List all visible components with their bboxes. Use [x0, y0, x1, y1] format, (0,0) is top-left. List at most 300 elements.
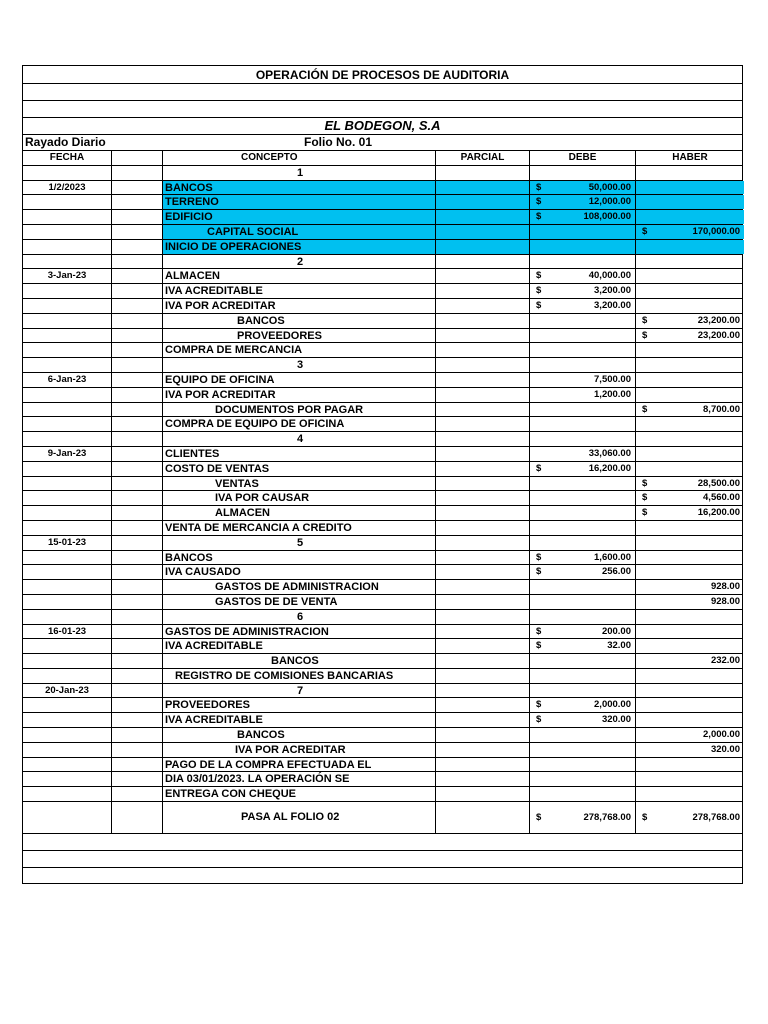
- cell-concepto: PROVEEDORES: [163, 698, 436, 712]
- total-debe: [530, 802, 636, 833]
- journal-row: [22, 343, 743, 358]
- cell-parcial: [436, 166, 530, 180]
- journal-row: [22, 536, 743, 551]
- cell-haber: [636, 477, 744, 491]
- journal-row: [22, 580, 743, 595]
- currency-symbol: $: [536, 196, 542, 208]
- cell-fecha: 15-01-23: [23, 536, 112, 550]
- cell-fecha: [23, 787, 112, 801]
- cell-debe: [530, 551, 636, 565]
- total-debe-value: 278,768.00: [583, 812, 631, 824]
- cell-fecha: [23, 580, 112, 594]
- currency-symbol: $: [536, 812, 542, 824]
- currency-symbol: $: [642, 477, 648, 489]
- cell-haber: [636, 625, 744, 639]
- journal-row: [22, 373, 743, 388]
- cell-haber: [636, 491, 744, 505]
- cell-fecha: [23, 329, 112, 343]
- cell-debe: [530, 728, 636, 742]
- cell-fecha: [23, 255, 112, 269]
- cell-haber: [636, 225, 744, 239]
- cell-debe: [530, 625, 636, 639]
- total-blank: [112, 802, 163, 833]
- currency-symbol: $: [642, 403, 648, 415]
- debe-amount: 7,500.00: [594, 373, 631, 385]
- currency-symbol: $: [536, 714, 542, 726]
- journal-row: [22, 417, 743, 432]
- cell-haber: [636, 240, 744, 254]
- cell-fecha: [23, 743, 112, 757]
- cell-blank: [112, 743, 163, 757]
- cell-debe: [530, 329, 636, 343]
- cell-concepto: IVA POR ACREDITAR: [163, 388, 436, 402]
- cell-concepto: COMPRA DE MERCANCIA: [163, 343, 436, 357]
- cell-fecha: [23, 698, 112, 712]
- cell-parcial: [436, 240, 530, 254]
- cell-blank: [112, 225, 163, 239]
- cell-concepto: CLIENTES: [163, 447, 436, 461]
- cell-parcial: [436, 195, 530, 209]
- cell-concepto: 3: [163, 358, 436, 372]
- journal-row: [22, 506, 743, 521]
- blank-row: [22, 84, 743, 101]
- cell-fecha: 20-Jan-23: [23, 684, 112, 698]
- cell-debe: [530, 787, 636, 801]
- cell-haber: [636, 580, 744, 594]
- cell-haber: [636, 299, 744, 313]
- cell-concepto: REGISTRO DE COMISIONES BANCARIAS: [163, 669, 436, 683]
- cell-fecha: [23, 314, 112, 328]
- cell-concepto: COMPRA DE EQUIPO DE OFICINA: [163, 417, 436, 431]
- cell-concepto: 5: [163, 536, 436, 550]
- cell-fecha: [23, 610, 112, 624]
- cell-blank: [112, 580, 163, 594]
- journal-row: [22, 625, 743, 640]
- cell-fecha: [23, 758, 112, 772]
- cell-parcial: [436, 772, 530, 786]
- currency-symbol: $: [536, 625, 542, 637]
- journal-row: [22, 210, 743, 225]
- haber-amount: 28,500.00: [697, 477, 740, 489]
- cell-blank: [112, 210, 163, 224]
- cell-blank: [112, 417, 163, 431]
- cell-debe: [530, 758, 636, 772]
- cell-concepto: BANCOS: [163, 181, 436, 195]
- cell-blank: [112, 181, 163, 195]
- journal-row: [22, 758, 743, 773]
- debe-amount: 2,000.00: [594, 699, 631, 711]
- cell-haber: [636, 521, 744, 535]
- cell-haber: [636, 669, 744, 683]
- cell-haber: [636, 758, 744, 772]
- cell-debe: [530, 521, 636, 535]
- cell-haber: [636, 536, 744, 550]
- cell-concepto: IVA POR CAUSAR: [163, 491, 436, 505]
- cell-fecha: [23, 417, 112, 431]
- journal-row: [22, 787, 743, 802]
- cell-blank: [112, 358, 163, 372]
- journal-row: [22, 728, 743, 743]
- cell-debe: [530, 639, 636, 653]
- currency-symbol: $: [642, 225, 648, 237]
- cell-blank: [112, 551, 163, 565]
- cell-concepto: 1: [163, 166, 436, 180]
- total-row: [22, 802, 743, 834]
- cell-haber: [636, 210, 744, 224]
- cell-parcial: [436, 758, 530, 772]
- cell-fecha: 9-Jan-23: [23, 447, 112, 461]
- cell-concepto: 6: [163, 610, 436, 624]
- cell-debe: [530, 698, 636, 712]
- cell-debe: [530, 210, 636, 224]
- header-parcial: PARCIAL: [436, 151, 530, 165]
- cell-parcial: [436, 639, 530, 653]
- cell-parcial: [436, 225, 530, 239]
- currency-symbol: $: [642, 314, 648, 326]
- currency-symbol: $: [536, 181, 542, 193]
- cell-blank: [112, 610, 163, 624]
- cell-parcial: [436, 610, 530, 624]
- cell-debe: [530, 373, 636, 387]
- currency-symbol: $: [642, 507, 648, 519]
- cell-parcial: [436, 462, 530, 476]
- currency-symbol: $: [642, 329, 648, 341]
- cell-debe: [530, 195, 636, 209]
- cell-haber: [636, 713, 744, 727]
- cell-blank: [112, 698, 163, 712]
- cell-debe: [530, 743, 636, 757]
- cell-haber: [636, 610, 744, 624]
- journal-row: [22, 565, 743, 580]
- cell-blank: [112, 166, 163, 180]
- cell-concepto: ALMACEN: [163, 506, 436, 520]
- cell-fecha: [23, 728, 112, 742]
- cell-haber: [636, 462, 744, 476]
- cell-concepto: GASTOS DE DE VENTA: [163, 595, 436, 609]
- cell-fecha: [23, 506, 112, 520]
- journal-row: [22, 255, 743, 270]
- cell-haber: [636, 255, 744, 269]
- cell-fecha: [23, 565, 112, 579]
- cell-concepto: TERRENO: [163, 195, 436, 209]
- cell-parcial: [436, 713, 530, 727]
- cell-parcial: [436, 536, 530, 550]
- cell-haber: [636, 506, 744, 520]
- cell-debe: [530, 269, 636, 283]
- cell-parcial: [436, 580, 530, 594]
- debe-amount: 320.00: [601, 714, 631, 726]
- cell-fecha: [23, 166, 112, 180]
- blank-row: [22, 868, 743, 884]
- total-parcial: [436, 802, 530, 833]
- journal-row: [22, 477, 743, 492]
- cell-debe: [530, 240, 636, 254]
- cell-debe: [530, 595, 636, 609]
- cell-concepto: INICIO DE OPERACIONES: [163, 240, 436, 254]
- cell-haber: [636, 565, 744, 579]
- cell-fecha: [23, 669, 112, 683]
- cell-concepto: VENTAS: [163, 477, 436, 491]
- cell-haber: [636, 166, 744, 180]
- cell-fecha: 3-Jan-23: [23, 269, 112, 283]
- debe-amount: 3,200.00: [594, 285, 631, 297]
- cell-concepto: IVA CAUSADO: [163, 565, 436, 579]
- header-concepto: CONCEPTO: [163, 151, 436, 165]
- cell-parcial: [436, 565, 530, 579]
- folio-number: Folio No. 01: [304, 135, 373, 149]
- currency-symbol: $: [536, 551, 542, 563]
- cell-parcial: [436, 255, 530, 269]
- journal-row: [22, 432, 743, 447]
- cell-haber: [636, 551, 744, 565]
- debe-amount: 16,200.00: [588, 462, 631, 474]
- haber-amount: 23,200.00: [697, 314, 740, 326]
- currency-symbol: $: [536, 640, 542, 652]
- total-haber-value: 278,768.00: [692, 812, 740, 824]
- cell-concepto: 2: [163, 255, 436, 269]
- cell-blank: [112, 388, 163, 402]
- cell-blank: [112, 684, 163, 698]
- cell-concepto: ALMACEN: [163, 269, 436, 283]
- debe-amount: 3,200.00: [594, 299, 631, 311]
- cell-haber: [636, 284, 744, 298]
- cell-fecha: 1/2/2023: [23, 181, 112, 195]
- journal-row: [22, 669, 743, 684]
- cell-concepto: EQUIPO DE OFICINA: [163, 373, 436, 387]
- journal-row: [22, 462, 743, 477]
- book-name: Rayado Diario: [25, 135, 106, 149]
- cell-concepto: BANCOS: [163, 551, 436, 565]
- journal-rows: [22, 166, 743, 802]
- cell-blank: [112, 284, 163, 298]
- cell-blank: [112, 255, 163, 269]
- cell-blank: [112, 625, 163, 639]
- cell-haber: [636, 595, 744, 609]
- cell-debe: [530, 432, 636, 446]
- cell-fecha: [23, 388, 112, 402]
- debe-amount: 50,000.00: [588, 181, 631, 193]
- blank-row: [22, 101, 743, 118]
- haber-amount: 23,200.00: [697, 329, 740, 341]
- journal-row: [22, 491, 743, 506]
- cell-blank: [112, 639, 163, 653]
- haber-amount: 170,000.00: [692, 225, 740, 237]
- company-name: EL BODEGON, S.A: [22, 118, 743, 135]
- journal-row: [22, 403, 743, 418]
- cell-concepto: IVA POR ACREDITAR: [163, 743, 436, 757]
- cell-debe: [530, 166, 636, 180]
- haber-amount: 928.00: [710, 595, 740, 607]
- cell-fecha: 6-Jan-23: [23, 373, 112, 387]
- journal-row: [22, 521, 743, 536]
- cell-debe: [530, 299, 636, 313]
- cell-debe: [530, 255, 636, 269]
- cell-haber: [636, 329, 744, 343]
- cell-blank: [112, 595, 163, 609]
- cell-parcial: [436, 314, 530, 328]
- cell-parcial: [436, 269, 530, 283]
- cell-concepto: IVA POR ACREDITAR: [163, 299, 436, 313]
- cell-debe: [530, 506, 636, 520]
- cell-haber: [636, 728, 744, 742]
- cell-concepto: IVA ACREDITABLE: [163, 284, 436, 298]
- cell-debe: [530, 477, 636, 491]
- cell-fecha: [23, 299, 112, 313]
- cell-blank: [112, 329, 163, 343]
- cell-fecha: [23, 195, 112, 209]
- total-fecha: [23, 802, 112, 833]
- journal-row: [22, 181, 743, 196]
- cell-haber: [636, 417, 744, 431]
- cell-parcial: [436, 669, 530, 683]
- debe-amount: 40,000.00: [588, 270, 631, 282]
- cell-haber: [636, 181, 744, 195]
- cell-debe: [530, 358, 636, 372]
- cell-concepto: IVA ACREDITABLE: [163, 639, 436, 653]
- journal-row: [22, 743, 743, 758]
- cell-haber: [636, 743, 744, 757]
- journal-row: [22, 684, 743, 699]
- journal-row: [22, 358, 743, 373]
- cell-fecha: [23, 551, 112, 565]
- cell-haber: [636, 787, 744, 801]
- header-debe: DEBE: [530, 151, 636, 165]
- cell-fecha: [23, 639, 112, 653]
- cell-blank: [112, 787, 163, 801]
- cell-debe: [530, 669, 636, 683]
- cell-blank: [112, 654, 163, 668]
- cell-haber: [636, 314, 744, 328]
- cell-blank: [112, 240, 163, 254]
- cell-haber: [636, 772, 744, 786]
- journal-row: [22, 166, 743, 181]
- cell-haber: [636, 195, 744, 209]
- journal-row: [22, 225, 743, 240]
- cell-parcial: [436, 625, 530, 639]
- cell-debe: [530, 403, 636, 417]
- cell-concepto: EDIFICIO: [163, 210, 436, 224]
- cell-blank: [112, 195, 163, 209]
- cell-concepto: IVA ACREDITABLE: [163, 713, 436, 727]
- haber-amount: 928.00: [710, 581, 740, 593]
- cell-blank: [112, 713, 163, 727]
- debe-amount: 32.00: [607, 640, 631, 652]
- cell-fecha: [23, 713, 112, 727]
- cell-haber: [636, 447, 744, 461]
- cell-parcial: [436, 551, 530, 565]
- cell-parcial: [436, 417, 530, 431]
- cell-parcial: [436, 506, 530, 520]
- cell-parcial: [436, 447, 530, 461]
- cell-parcial: [436, 343, 530, 357]
- cell-concepto: VENTA DE MERCANCIA A CREDITO: [163, 521, 436, 535]
- cell-parcial: [436, 329, 530, 343]
- haber-amount: 2,000.00: [703, 729, 740, 741]
- cell-parcial: [436, 728, 530, 742]
- cell-debe: [530, 713, 636, 727]
- journal-row: [22, 284, 743, 299]
- cell-fecha: [23, 772, 112, 786]
- cell-parcial: [436, 432, 530, 446]
- journal-row: [22, 195, 743, 210]
- cell-debe: [530, 580, 636, 594]
- cell-concepto: BANCOS: [163, 728, 436, 742]
- cell-parcial: [436, 284, 530, 298]
- header-fecha: FECHA: [23, 151, 112, 165]
- cell-blank: [112, 491, 163, 505]
- cell-blank: [112, 477, 163, 491]
- currency-symbol: $: [536, 699, 542, 711]
- journal-row: [22, 610, 743, 625]
- cell-concepto: GASTOS DE ADMINISTRACION: [163, 580, 436, 594]
- blank-row: [22, 851, 743, 868]
- cell-haber: [636, 432, 744, 446]
- document-title: OPERACIÓN DE PROCESOS DE AUDITORIA: [22, 65, 743, 84]
- journal-row: [22, 329, 743, 344]
- cell-haber: [636, 358, 744, 372]
- currency-symbol: $: [536, 566, 542, 578]
- cell-concepto: COSTO DE VENTAS: [163, 462, 436, 476]
- cell-fecha: [23, 595, 112, 609]
- cell-haber: [636, 343, 744, 357]
- debe-amount: 108,000.00: [583, 211, 631, 223]
- haber-amount: 232.00: [710, 655, 740, 667]
- cell-haber: [636, 373, 744, 387]
- currency-symbol: $: [642, 812, 648, 824]
- cell-debe: [530, 610, 636, 624]
- cell-blank: [112, 373, 163, 387]
- cell-debe: [530, 684, 636, 698]
- cell-parcial: [436, 358, 530, 372]
- cell-blank: [112, 447, 163, 461]
- journal-row: [22, 654, 743, 669]
- cell-haber: [636, 654, 744, 668]
- cell-fecha: [23, 210, 112, 224]
- cell-fecha: [23, 462, 112, 476]
- journal-row: [22, 772, 743, 787]
- cell-blank: [112, 565, 163, 579]
- journal-row: [22, 388, 743, 403]
- cell-fecha: 16-01-23: [23, 625, 112, 639]
- cell-concepto: BANCOS: [163, 654, 436, 668]
- cell-parcial: [436, 698, 530, 712]
- cell-concepto: ENTREGA CON CHEQUE: [163, 787, 436, 801]
- debe-amount: 1,200.00: [594, 388, 631, 400]
- total-haber: [636, 802, 744, 833]
- cell-parcial: [436, 521, 530, 535]
- cell-parcial: [436, 210, 530, 224]
- cell-debe: [530, 388, 636, 402]
- currency-symbol: $: [536, 462, 542, 474]
- cell-haber: [636, 388, 744, 402]
- cell-parcial: [436, 477, 530, 491]
- cell-debe: [530, 417, 636, 431]
- cell-debe: [530, 181, 636, 195]
- cell-concepto: PAGO DE LA COMPRA EFECTUADA EL: [163, 758, 436, 772]
- cell-concepto: BANCOS: [163, 314, 436, 328]
- cell-debe: [530, 491, 636, 505]
- currency-symbol: $: [536, 211, 542, 223]
- cell-blank: [112, 403, 163, 417]
- cell-concepto: PROVEEDORES: [163, 329, 436, 343]
- cell-debe: [530, 343, 636, 357]
- cell-haber: [636, 269, 744, 283]
- journal-row: [22, 713, 743, 728]
- cell-parcial: [436, 787, 530, 801]
- cell-parcial: [436, 181, 530, 195]
- journal-row: [22, 240, 743, 255]
- cell-fecha: [23, 477, 112, 491]
